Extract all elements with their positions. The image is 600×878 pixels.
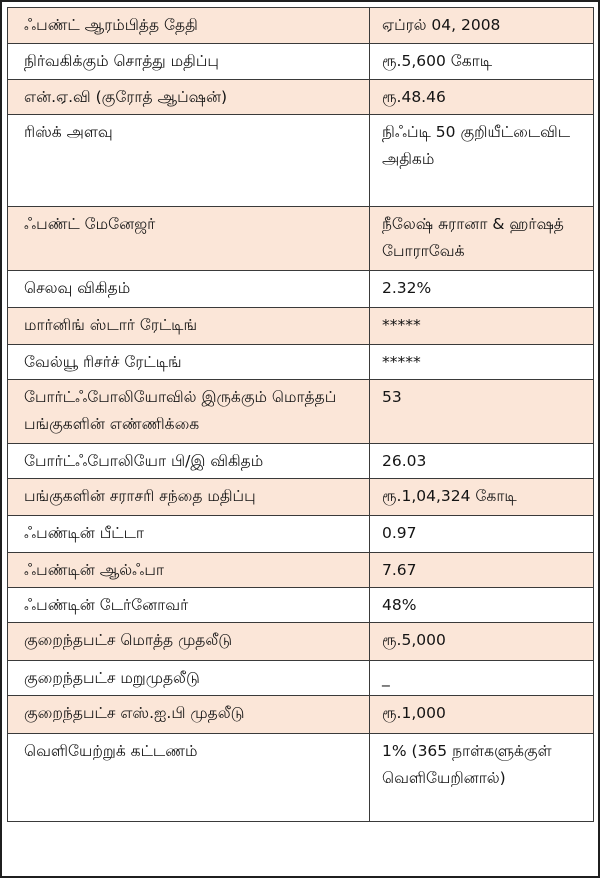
row-value: 1% (365 நாள்களுக்குள் வெளியேறினால்) [370, 734, 594, 822]
table-row [8, 207, 594, 271]
table-row [8, 444, 594, 479]
row-label: வெளியேற்றுக் கட்டணம் [8, 734, 370, 822]
row-value: ***** [370, 308, 594, 345]
row-label: போர்ட்ஃபோலியோ பி/இ விகிதம் [8, 444, 370, 479]
table-row [8, 734, 594, 822]
table-row [8, 380, 594, 444]
table-row [8, 623, 594, 661]
row-label: குறைந்தபட்ச மறுமுதலீடு [8, 661, 370, 696]
table-row [8, 696, 594, 734]
row-value: ரூ.1,000 [370, 696, 594, 734]
row-value: ரூ.1,04,324 கோடி [370, 479, 594, 516]
table-row [8, 44, 594, 80]
row-label: ரிஸ்க் அளவு [8, 115, 370, 207]
row-label: குறைந்தபட்ச மொத்த முதலீடு [8, 623, 370, 661]
row-value: ரூ.48.46 [370, 80, 594, 115]
row-value: _ [370, 661, 594, 696]
table-row [8, 479, 594, 516]
table-row [8, 115, 594, 207]
row-label: பங்குகளின் சராசரி சந்தை மதிப்பு [8, 479, 370, 516]
row-value: ரூ.5,600 கோடி [370, 44, 594, 80]
row-value: ***** [370, 345, 594, 380]
row-value: ஏப்ரல் 04, 2008 [370, 8, 594, 44]
row-label: ஃபண்டின் டேர்னோவர் [8, 588, 370, 623]
row-value: 7.67 [370, 553, 594, 588]
row-value: 2.32% [370, 271, 594, 308]
fund-details-table [7, 7, 594, 822]
row-label: செலவு விகிதம் [8, 271, 370, 308]
row-value: 53 [370, 380, 594, 444]
table-row [8, 516, 594, 553]
row-label: ஃபண்டின் பீட்டா [8, 516, 370, 553]
table-row [8, 8, 594, 44]
row-label: ஃபண்ட் மேனேஜர் [8, 207, 370, 271]
row-label: மார்னிங் ஸ்டார் ரேட்டிங் [8, 308, 370, 345]
table-row [8, 588, 594, 623]
row-value: நீலேஷ் சுரானா & ஹர்ஷத் போராவேக் [370, 207, 594, 271]
row-label: ஃபண்ட் ஆரம்பித்த தேதி [8, 8, 370, 44]
row-label: நிர்வகிக்கும் சொத்து மதிப்பு [8, 44, 370, 80]
row-label: குறைந்தபட்ச எஸ்.ஐ.பி முதலீடு [8, 696, 370, 734]
table-row [8, 308, 594, 345]
row-label: என்.ஏ.வி (குரோத் ஆப்ஷன்) [8, 80, 370, 115]
table-row [8, 661, 594, 696]
row-value: நிஃப்டி 50 குறியீட்டைவிட அதிகம் [370, 115, 594, 207]
table-row [8, 345, 594, 380]
row-value: 48% [370, 588, 594, 623]
table-row [8, 80, 594, 115]
row-label: வேல்யூ ரிசர்ச் ரேட்டிங் [8, 345, 370, 380]
row-value: ரூ.5,000 [370, 623, 594, 661]
row-value: 0.97 [370, 516, 594, 553]
row-value: 26.03 [370, 444, 594, 479]
row-label: ஃபண்டின் ஆல்ஃபா [8, 553, 370, 588]
table-row [8, 553, 594, 588]
table-row [8, 271, 594, 308]
row-label: போர்ட்ஃபோலியோவில் இருக்கும் மொத்தப் பங்குகளின் எண்ணிக்கை [8, 380, 370, 444]
